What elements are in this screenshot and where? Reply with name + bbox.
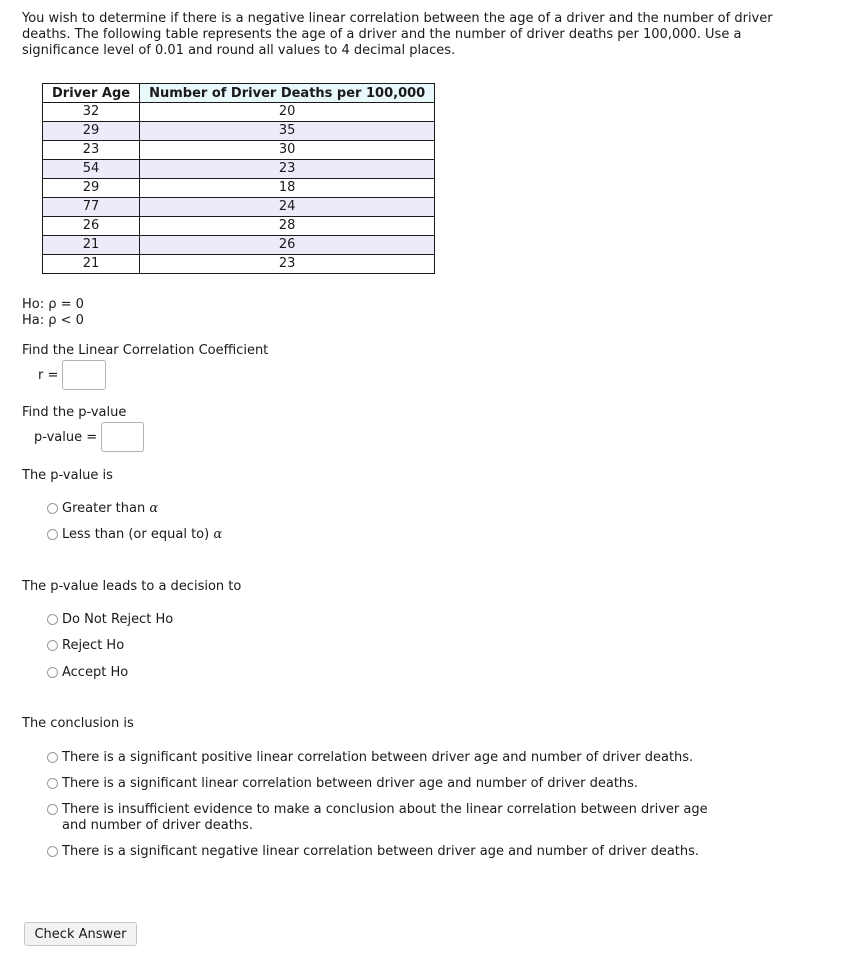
table-row (43, 217, 435, 236)
radio-label: There is a significant negative linear correlation between driver age and number of driver deaths. (62, 844, 700, 859)
cell-deaths: 20 (140, 103, 435, 122)
radio-button[interactable] (47, 804, 58, 815)
radio-label: Do Not Reject Ho (62, 612, 174, 627)
radio-option-do-not-reject[interactable] (47, 612, 173, 628)
table-row (43, 198, 435, 217)
cell-deaths: 26 (140, 236, 435, 255)
cell-age: 77 (43, 198, 140, 217)
correlation-field-row (38, 360, 106, 390)
table-row (43, 122, 435, 141)
cell-deaths: 35 (140, 122, 435, 141)
radio-label: There is a significant linear correlation between driver age and number of driver deaths. (62, 776, 639, 791)
pvalue-prompt: Find the p-value (22, 405, 127, 420)
cell-deaths: 28 (140, 217, 435, 236)
conclusion-prompt: The conclusion is (22, 716, 134, 731)
radio-button[interactable] (47, 846, 58, 857)
cell-deaths: 23 (140, 160, 435, 179)
radio-button[interactable] (47, 667, 58, 678)
cell-age: 23 (43, 141, 140, 160)
radio-label: Reject Ho (62, 638, 125, 653)
table-row (43, 141, 435, 160)
cell-age: 29 (43, 179, 140, 198)
radio-option-reject[interactable] (47, 638, 124, 654)
radio-option-positive-correlation[interactable] (47, 750, 693, 766)
cell-age: 32 (43, 103, 140, 122)
alternative-hypothesis: Ha: ρ < 0 (22, 313, 84, 328)
table-row (43, 179, 435, 198)
radio-label: There is insufficient evidence to make a conclusion about the linear correlation between driver age and number of driver deaths. (62, 802, 708, 833)
cell-deaths: 18 (140, 179, 435, 198)
radio-label: Accept Ho (62, 665, 129, 680)
table-row (43, 255, 435, 274)
radio-label: There is a significant positive linear correlation between driver age and number of driver deaths. (62, 750, 694, 765)
radio-option-insufficient-evidence[interactable] (47, 802, 722, 834)
table-row (43, 160, 435, 179)
alpha-symbol: α (149, 501, 159, 516)
pvalue-input[interactable] (101, 422, 144, 452)
alpha-symbol: α (213, 527, 223, 542)
cell-age: 29 (43, 122, 140, 141)
correlation-prefix: r = (38, 367, 59, 383)
radio-option-accept[interactable] (47, 665, 128, 681)
radio-option-less-than-alpha[interactable] (47, 527, 222, 543)
pvalue-prefix: p-value = (34, 429, 98, 445)
radio-button[interactable] (47, 614, 58, 625)
cell-deaths: 30 (140, 141, 435, 160)
table-row (43, 103, 435, 122)
column-header-driver-age: Driver Age (43, 84, 140, 103)
radio-button[interactable] (47, 640, 58, 651)
radio-button[interactable] (47, 778, 58, 789)
correlation-prompt: Find the Linear Correlation Coefficient (22, 343, 269, 358)
cell-age: 26 (43, 217, 140, 236)
null-hypothesis: Ho: ρ = 0 (22, 297, 84, 312)
radio-option-significant-correlation[interactable] (47, 776, 638, 792)
cell-deaths: 23 (140, 255, 435, 274)
table-header-row (43, 84, 435, 103)
column-header-driver-deaths: Number of Driver Deaths per 100,000 (140, 84, 435, 103)
radio-option-negative-correlation[interactable] (47, 844, 699, 860)
radio-option-greater-than-alpha[interactable] (47, 501, 158, 517)
cell-age: 21 (43, 255, 140, 274)
data-table (42, 83, 435, 274)
check-answer-button[interactable]: Check Answer (24, 922, 137, 946)
cell-age: 54 (43, 160, 140, 179)
radio-label: Less than (or equal to) α (62, 527, 223, 542)
radio-label: Greater than α (62, 501, 159, 516)
table-row (43, 236, 435, 255)
radio-button[interactable] (47, 529, 58, 540)
cell-deaths: 24 (140, 198, 435, 217)
radio-button[interactable] (47, 752, 58, 763)
question-text: You wish to determine if there is a negative linear correlation between the age of a driver and the number of driver deaths. The following table represents the age of a driver and the number of driver deaths per 100,000. Use a significance level of 0.01 and round all values to 4 decimal places. (22, 11, 773, 58)
pvalue-field-row (34, 422, 144, 452)
cell-age: 21 (43, 236, 140, 255)
pvalue-compare-prompt: The p-value is (22, 468, 113, 483)
decision-prompt: The p-value leads to a decision to (22, 579, 242, 594)
correlation-input[interactable] (62, 360, 106, 390)
radio-button[interactable] (47, 503, 58, 514)
